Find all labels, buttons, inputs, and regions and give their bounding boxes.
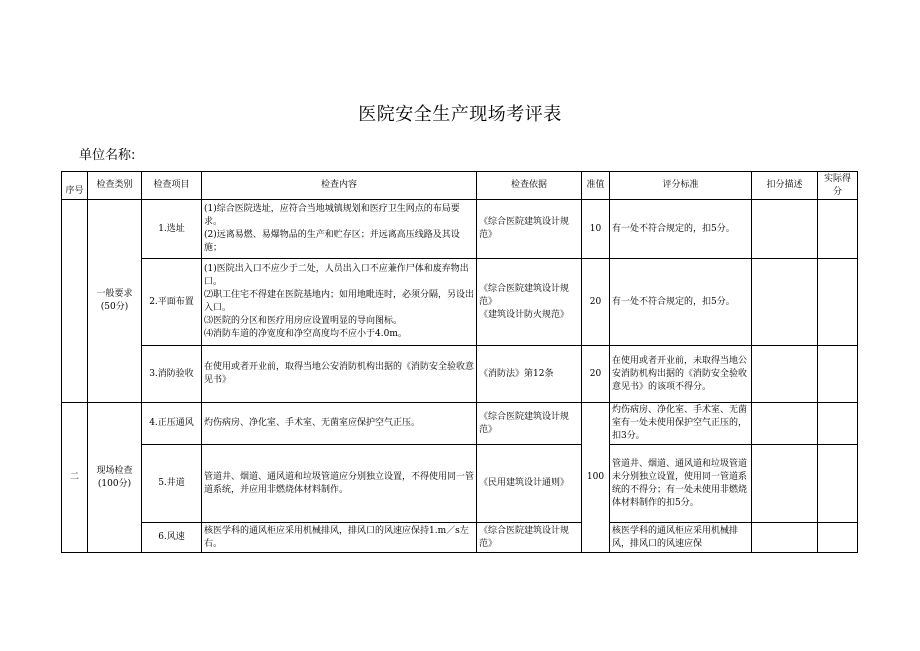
header-seq: 序号 — [62, 172, 88, 200]
row-item: 6.风速 — [142, 523, 202, 553]
row-item: 4.正压通风 — [142, 403, 202, 445]
row-standard: 有一处不符合规定的，扣5分。 — [610, 259, 752, 346]
row-deduction[interactable] — [752, 259, 818, 346]
row-deduction[interactable] — [752, 403, 818, 445]
row-standard: 核医学科的通风柜应采用机械排风，排风口的风速应保 — [610, 523, 752, 553]
row-content: 管道井、烟道、通风道和垃圾管道应分别独立设置，不得使用同一管道系统，并应用非燃烧体材料制作。 — [202, 445, 477, 523]
table-row — [62, 403, 858, 445]
row-basis: 《综合医院建筑设计规范》 — [477, 523, 582, 553]
row-actual[interactable] — [818, 346, 858, 403]
header-basis: 检查依据 — [477, 172, 582, 200]
table-row — [62, 259, 858, 346]
group-category: 一般要求 (50分) — [88, 200, 142, 403]
table-row — [62, 445, 858, 523]
row-actual[interactable] — [818, 523, 858, 553]
row-basis: 《消防法》第12条 — [477, 346, 582, 403]
row-standard: 管道井、烟道、通风道和垃圾管道未分别独立设置，使用同一管道系统的不得分；有一处未使用非燃烧体材料制作的扣5分。 — [610, 445, 752, 523]
row-actual[interactable] — [818, 200, 858, 259]
unit-name-label: 单位名称: — [79, 148, 136, 163]
row-content: (1)医院出入口不应少于二处，人员出入口不应兼作尸体和废弃物出口。 ⑵职工住宅不得建在医院基地内；如用地毗连时，必须分隔，另设出入口。 ⑶医院的分区和医疗用房应设置明显的导向图标。 ⑷消防车道的净宽度和净空高度均不应小于4.0m。 — [202, 259, 477, 346]
row-score: 20 — [582, 259, 610, 346]
row-item: 1.选址 — [142, 200, 202, 259]
header-item: 检查项目 — [142, 172, 202, 200]
header-deduction: 扣分描述 — [752, 172, 818, 200]
header-content: 检查内容 — [202, 172, 477, 200]
row-deduction[interactable] — [752, 523, 818, 553]
row-content: 在使用或者开业前，取得当地公安消防机构出据的《消防安全验收意见书》 — [202, 346, 477, 403]
header-actual: 实际得分 — [818, 172, 858, 200]
evaluation-table — [61, 171, 858, 553]
header-category: 检查类别 — [88, 172, 142, 200]
row-score: 20 — [582, 346, 610, 403]
header-score: 准值 — [582, 172, 610, 200]
row-actual[interactable] — [818, 259, 858, 346]
row-standard: 有一处不符合规定的，扣5分。 — [610, 200, 752, 259]
group-score: 100 — [582, 403, 610, 553]
row-standard: 灼伤病房、净化室、手术室、无菌室有一处未使用保护空气正压的，扣3分。 — [610, 403, 752, 445]
page-title: 医院安全生产现场考评表 — [358, 104, 562, 125]
table-row — [62, 346, 858, 403]
row-deduction[interactable] — [752, 346, 818, 403]
group-seq: 二 — [62, 403, 88, 553]
row-standard: 在使用或者开业前，未取得当地公安消防机构出据的《消防安全验收意见书》的该项不得分。 — [610, 346, 752, 403]
row-basis: 《综合医院建筑设计规范》 《建筑设计防火规范》 — [477, 259, 582, 346]
row-score: 10 — [582, 200, 610, 259]
row-deduction[interactable] — [752, 200, 818, 259]
row-item: 3.消防验收 — [142, 346, 202, 403]
row-actual[interactable] — [818, 403, 858, 445]
row-item: 2.平面布置 — [142, 259, 202, 346]
row-basis: 《综合医院建筑设计规范》 — [477, 200, 582, 259]
row-item: 5.井道 — [142, 445, 202, 523]
row-content: 核医学科的通风柜应采用机械排风，排风口的风速应保持1.m／s左右。 — [202, 523, 477, 553]
group-category: 现场检查 (100分) — [88, 403, 142, 553]
group-seq — [62, 200, 88, 403]
row-content: 灼伤病房、净化室、手术室、无菌室应保护空气正压。 — [202, 403, 477, 445]
row-basis: 《民用建筑设计通则》 — [477, 445, 582, 523]
table-row — [62, 523, 858, 553]
table-row — [62, 200, 858, 259]
header-standard: 评分标准 — [610, 172, 752, 200]
header-row — [62, 172, 858, 200]
row-actual[interactable] — [818, 445, 858, 523]
row-deduction[interactable] — [752, 445, 818, 523]
row-content: (1)综合医院选址，应符合当地城镇规划和医疗卫生网点的布局要求。 (2)远离易燃、易爆物品的生产和贮存区；并远离高压线路及其设施； — [202, 200, 477, 259]
row-basis: 《综合医院建筑设计规范》 — [477, 403, 582, 445]
